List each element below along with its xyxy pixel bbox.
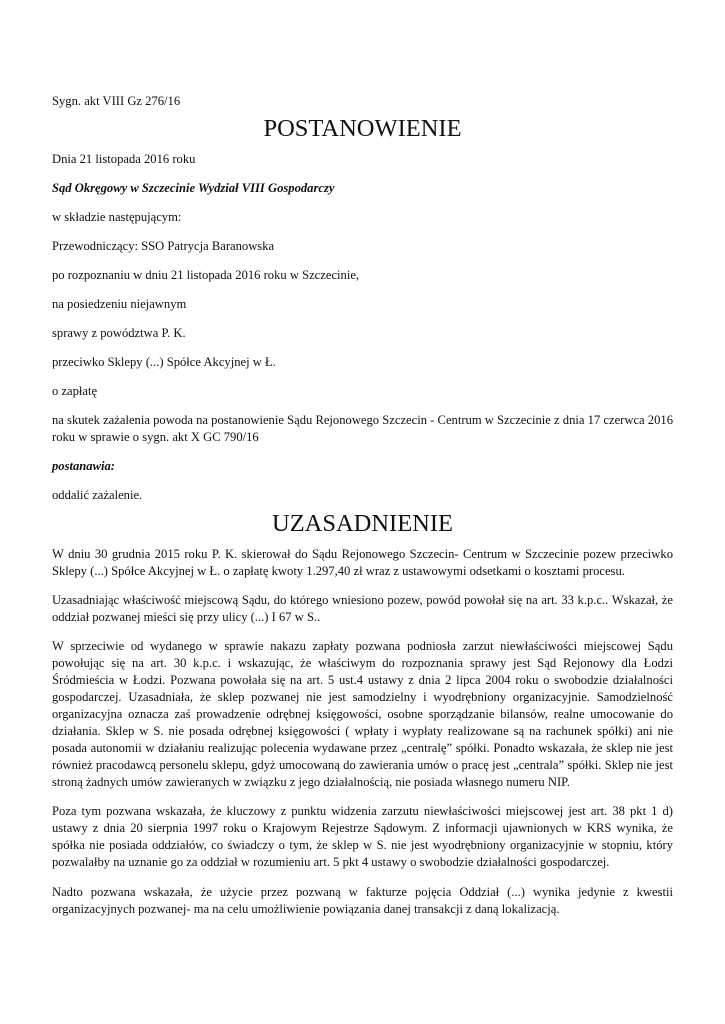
justification-paragraph: W sprzeciwie od wydanego w sprawie nakazu zapłaty pozwana podniosła zarzut niewłaściwości miejscowej Sądu powołując się na art. 30 k.p.c. i wskazując, że właściwym do rozpoznania sprawy jest Sąd Rejonowy dla Łodzi Śródmieścia w Łodzi. Pozwana powołała się na art. 5 ust.4 ustawy z dnia 2 lipca 2004 roku o swobodzie działalności gospodarczej. Uzasadniała, że sklep pozwanej nie jest samodzielny i wyodrębniony organizacyjnie. Samodzielność organizacyjna oznacza zaś prowadzenie odrębnej księgowości, osobne sporządzanie bilansów, realne umocowanie do działania. Sklep w S. nie posada odrębnej księgowości ( wpłaty i wypłaty realizowane są na rachunek spółki) ani nie posada autonomii w działaniu realizując polecenia wydawane przez „centralę” spółki. Ponadto wskazała, że sklep nie jest również pracodawcą personelu sklepu, gdyż umocowaną do zawierania umów o pracę jest „centrala” spółki. Sklep nie jest stroną żadnych umów zawieranych w związku z jego działalnością, nie posiada własnego numeru NIP. xyxy=(52,639,673,789)
justification-title: UZASADNIENIE xyxy=(272,510,453,537)
subject-line: o zapłatę xyxy=(52,384,98,398)
hearing-line: po rozpoznaniu w dniu 21 listopada 2016 roku w Szczecinie, xyxy=(52,268,360,282)
session-line: na posiedzeniu niejawnym xyxy=(52,297,187,311)
appeal-paragraph: na skutek zażalenia powoda na postanowienie Sądu Rejonowego Szczecin - Centrum w Szczecinie z dnia 17 czerwca 2016 roku w sprawie o sygn. akt X GC 790/16 xyxy=(52,413,673,444)
composition-intro: w składzie następującym: xyxy=(52,210,182,224)
date-line: Dnia 21 listopada 2016 roku xyxy=(52,152,196,166)
ruling-text: oddalić zażalenie. xyxy=(52,488,143,502)
presiding-judge: Przewodniczący: SSO Patrycja Baranowska xyxy=(52,239,275,253)
justification-paragraph: Uzasadniając właściwość miejscową Sądu, do którego wniesiono pozew, powód powołał się na art. 33 k.p.c.. Wskazał, że oddział pozwanej mieści się przy ulicy (...) I 67 w S.. xyxy=(52,593,673,624)
case-reference: Sygn. akt VIII Gz 276/16 xyxy=(52,94,181,108)
ruling-label: postanawia: xyxy=(52,459,115,473)
justification-paragraph: Nadto pozwana wskazała, że użycie przez pozwaną w fakturze pojęcia Oddział (...) wynika jedynie z kwestii organizacyjnych pozwanej- ma na celu umożliwienie powiązania danej transakcji z daną lokalizacją. xyxy=(52,885,673,916)
document-title: POSTANOWIENIE xyxy=(263,115,462,142)
defendant-line: przeciwko Sklepy (...) Spółce Akcyjnej w Ł. xyxy=(52,355,276,369)
claim-line: sprawy z powództwa P. K. xyxy=(52,326,186,340)
justification-paragraph: Poza tym pozwana wskazała, że kluczowy z punktu widzenia zarzutu niewłaściwości miejscowej jest art. 38 pkt 1 d) ustawy z dnia 20 sierpnia 1997 roku o Krajowym Rejestrze Sądowym. Z informacji ujawnionych w KRS wynika, że spółka nie posiada oddziałów, co świadczy o tym, że sklep w S. nie jest wyodrębniony organizacyjnie w stopniu, który pozwalałby na uznanie go za oddział w rozumieniu art. 5 pkt 4 ustawy o swobodzie działalności gospodarczej. xyxy=(52,804,673,869)
court-name: Sąd Okręgowy w Szczecinie Wydział VIII Gospodarczy xyxy=(52,181,335,195)
justification-paragraph: W dniu 30 grudnia 2015 roku P. K. skierował do Sądu Rejonowego Szczecin- Centrum w Szczecinie pozew przeciwko Sklepy (...) Spółce Akcyjnej w Ł. o zapłatę kwoty 1.297,40 zł wraz z ustawowymi odsetkami o kosztami procesu. xyxy=(52,547,673,578)
